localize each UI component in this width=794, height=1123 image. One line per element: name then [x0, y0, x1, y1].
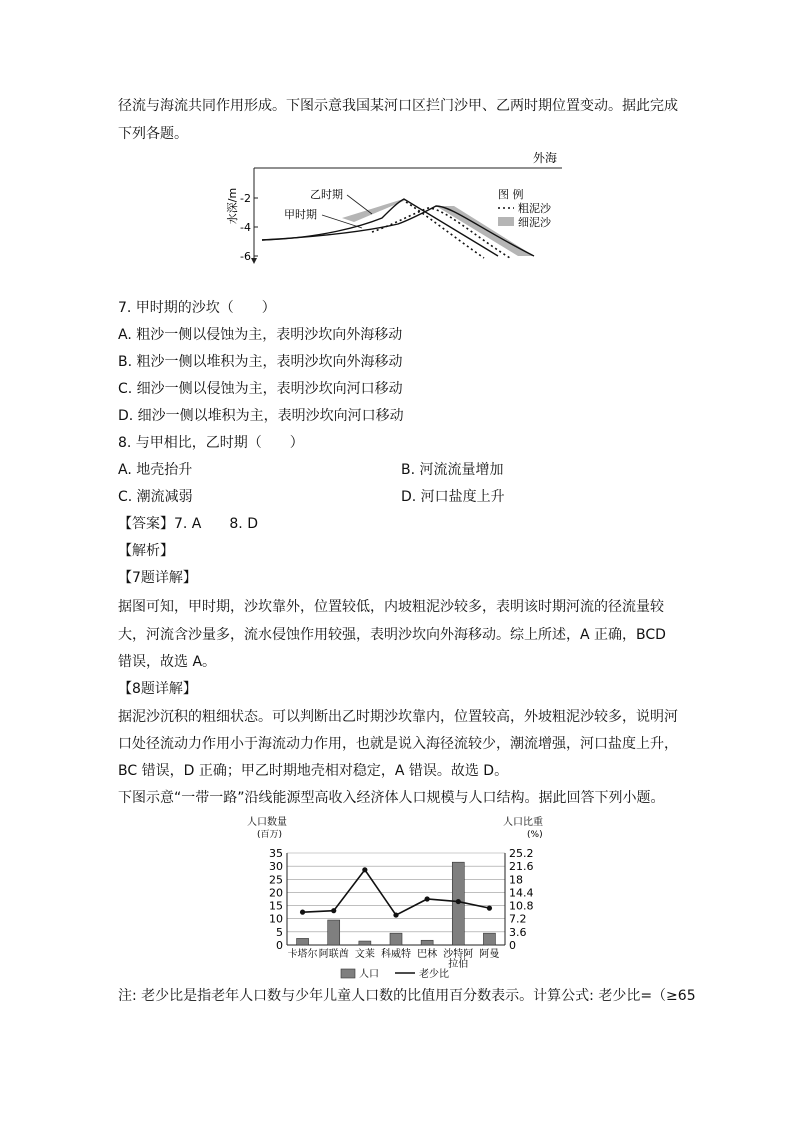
- bar-population: [483, 933, 495, 945]
- point-aging-ratio: [393, 912, 398, 917]
- detail7-line-3: 错误，故选 A。: [118, 654, 217, 670]
- point-aging-ratio: [331, 908, 336, 913]
- category-label: 科威特: [381, 949, 411, 960]
- q8-option-b: B. 河流流量增加: [401, 462, 504, 478]
- bar-population: [297, 938, 309, 945]
- detail8-line-3: BC 错误，D 正确；甲乙时期地壳相对稳定，A 错误。故选 D。: [118, 763, 509, 779]
- right-tick-label: 7.2: [509, 912, 527, 926]
- left-tick-label: 20: [269, 886, 283, 900]
- left-axis-title: 人口数量: [247, 817, 287, 828]
- right-tick-label: 25.2: [509, 847, 534, 860]
- label-jia-period: 甲时期: [284, 208, 317, 221]
- tick-minus-4: -4: [240, 221, 251, 234]
- detail8-line-1: 据泥沙沉积的粗细状态。可以判断出乙时期沙坎靠内，位置较高，外坡粗泥沙较多，说明河: [118, 709, 678, 725]
- left-tick-label: 0: [276, 939, 283, 952]
- q8-option-a: A. 地壳抬升: [118, 462, 193, 478]
- detail8-line-2: 口处径流动力作用小于海流动力作用，也就是说入海径流较少，潮流增强，河口盐度上升，: [118, 736, 678, 752]
- left-tick-label: 10: [269, 912, 283, 926]
- right-tick-label: 10.8: [509, 899, 534, 913]
- detail7-line-1: 据图可知，甲时期，沙坎靠外，位置较低，内坡粗泥沙较多，表明该时期河流的径流量较: [118, 599, 664, 615]
- sandbar-figure: [222, 150, 582, 270]
- legend-line-label: 老少比: [419, 969, 449, 980]
- q8-option-d: D. 河口盐度上升: [401, 489, 505, 505]
- right-axis-unit: (%): [527, 830, 543, 840]
- q7-option-b: B. 粗沙一侧以堆积为主，表明沙坎向外海移动: [118, 354, 403, 370]
- detail7-line-2: 大，河流含沙量多，流水侵蚀作用较强，表明沙坎向外海移动。综上所述，A 正确，BCD: [118, 627, 666, 643]
- legend-bar-symbol: [341, 969, 355, 978]
- tick-minus-6: -6: [240, 250, 251, 263]
- left-tick-label: 25: [269, 873, 283, 887]
- q7-option-d: D. 细沙一侧以堆积为主，表明沙坎向河口移动: [118, 408, 404, 424]
- bar-population: [390, 933, 402, 945]
- tick-minus-2: -2: [240, 192, 251, 205]
- point-aging-ratio: [456, 899, 461, 904]
- category-label: 卡塔尔: [287, 949, 318, 960]
- right-tick-label: 14.4: [509, 886, 534, 900]
- bar-population: [421, 940, 433, 945]
- point-aging-ratio: [362, 867, 367, 872]
- right-tick-label: 21.6: [509, 860, 534, 874]
- category-label: 巴林: [417, 949, 438, 960]
- legend-bar-label: 人口: [359, 969, 379, 980]
- left-tick-label: 5: [276, 925, 283, 939]
- depth-axis-arrow: [251, 258, 257, 264]
- left-axis-unit: (百万): [257, 830, 283, 840]
- depth-axis-label: 水深/m: [226, 187, 239, 225]
- legend-title: 图 例: [498, 188, 524, 201]
- category-label: 文莱: [354, 949, 375, 960]
- q8-option-c: C. 潮流减弱: [118, 489, 193, 505]
- right-tick-label: 3.6: [509, 925, 527, 939]
- q8-stem: 8. 与甲相比，乙时期（ ）: [118, 435, 304, 451]
- detail8-title: 【8题详解】: [118, 681, 197, 697]
- intro-line-1: 径流与海流共同作用形成。下图示意我国某河口区拦门沙甲、乙两时期位置变动。据此完成: [118, 98, 678, 114]
- left-tick-label: 30: [269, 860, 283, 874]
- category-label: 阿联酋: [318, 949, 349, 960]
- detail7-title: 【7题详解】: [118, 570, 197, 586]
- right-tick-label: 0: [509, 939, 516, 952]
- q7-option-a: A. 粗沙一侧以侵蚀为主，表明沙坎向外海移动: [118, 327, 403, 343]
- q7-stem: 7. 甲时期的沙坎（ ）: [118, 300, 276, 316]
- intro2-line: 下图示意“一带一路”沿线能源型高收入经济体人口规模与人口结构。据此回答下列小题。: [118, 790, 665, 806]
- answer-line: 【答案】7. A 8. D: [118, 516, 258, 532]
- category-label: 阿曼: [479, 949, 500, 960]
- point-aging-ratio: [425, 896, 430, 901]
- category-label: 拉伯: [448, 959, 469, 970]
- q7-option-c: C. 细沙一侧以侵蚀为主，表明沙坎向河口移动: [118, 381, 403, 397]
- legend-fine-label: 细泥沙: [518, 216, 551, 229]
- intro-line-2: 下列各题。: [118, 126, 188, 142]
- outer-sea-label: 外海: [533, 151, 558, 165]
- left-tick-label: 35: [269, 847, 283, 860]
- point-aging-ratio: [487, 906, 492, 911]
- legend-fine-symbol: [498, 217, 514, 226]
- label-yi-period: 乙时期: [310, 188, 343, 201]
- right-axis-title: 人口比重: [503, 817, 543, 828]
- right-tick-label: 18: [509, 873, 523, 887]
- note-line: 注: 老少比是指老年人口数与少年儿童人口数的比值用百分数表示。计算公式: 老少比=（≥65: [118, 988, 696, 1004]
- analysis-title: 【解析】: [118, 543, 174, 559]
- bar-population: [359, 941, 371, 945]
- population-chart: [245, 815, 555, 987]
- category-label: 沙特阿: [443, 949, 474, 960]
- bar-population: [328, 920, 340, 945]
- fine-sand-band-yi: [342, 200, 406, 222]
- left-tick-label: 15: [269, 899, 283, 913]
- legend-coarse-label: 粗泥沙: [518, 202, 551, 215]
- point-aging-ratio: [300, 910, 305, 915]
